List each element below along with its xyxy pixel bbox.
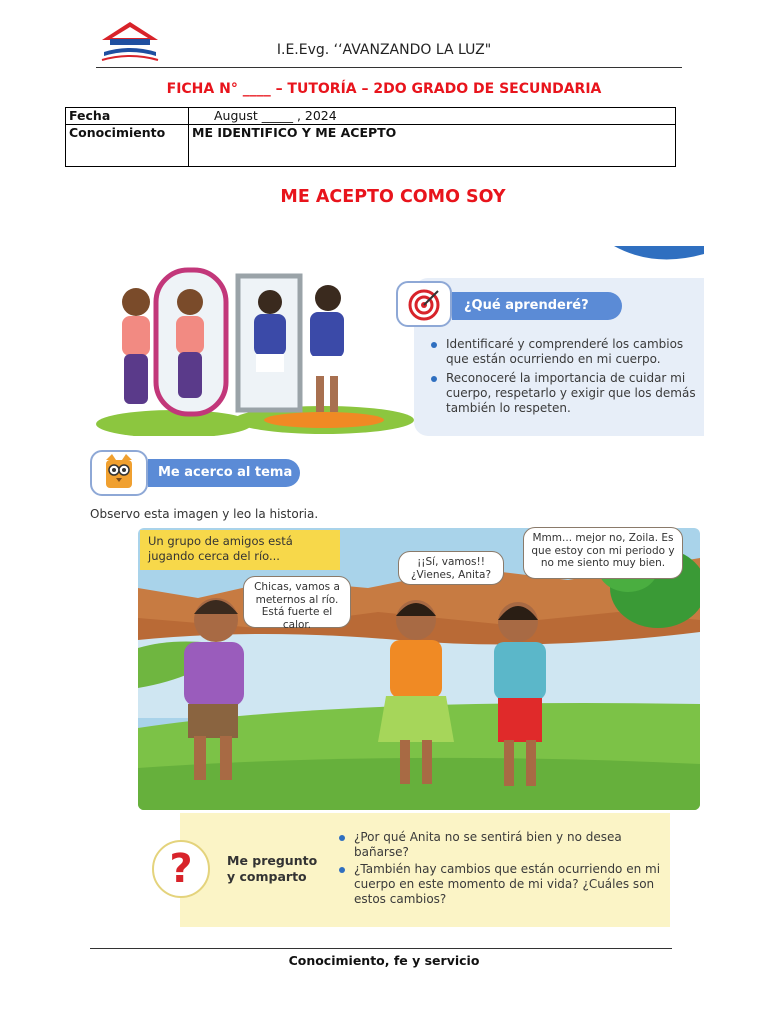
footer-divider [90,948,672,949]
page-title: ME ACEPTO COMO SOY [280,187,506,207]
target-icon [396,281,452,327]
header-divider [96,67,682,68]
intro-heading: Me acerco al tema [148,459,300,487]
ficha-heading: FICHA N° ____ – TUTORÍA – 2DO GRADO DE SECUNDARIA [166,81,602,97]
list-item: ¿También hay cambios que están ocurriendo en mi cuerpo en este momento de mi vida? ¿Cuáles son estos cambios? [336,862,666,907]
knowledge-label: Conocimiento [66,125,189,167]
footer-motto: Conocimiento, fe y servicio [288,953,480,968]
story-caption: Un grupo de amigos está jugando cerca del río... [140,530,340,570]
table-row [66,108,676,125]
speech-bubble-boy: Chicas, vamos a meternos al río. Está fuerte el calor. [243,576,351,628]
info-table [65,107,676,167]
list-item: Reconoceré la importancia de cuidar mi cuerpo, respetarlo y exigir que los demás también lo respeten. [428,371,704,416]
date-label: Fecha [66,108,189,125]
list-item: Identificaré y comprenderé los cambios que están ocurriendo en mi cuerpo. [428,337,704,367]
question-mark-icon: ? [152,840,210,898]
list-item: ¿Por qué Anita no se sentirá bien y no desea bañarse? [336,830,666,860]
instruction-text: Observo esta imagen y leo la historia. [90,507,319,521]
owl-icon [90,450,148,496]
questions-list [336,830,666,909]
questions-heading: Me pregunto y comparto [227,853,318,884]
knowledge-value: ME IDENTIFICO Y ME ACEPTO [189,125,676,167]
school-name: I.E.Evg. ‘‘AVANZANDO LA LUZ" [276,42,492,58]
speech-bubble-anita: Mmm... mejor no, Zoila. Es que estoy con mi periodo y no me siento muy bien. [523,527,683,579]
learning-heading: ¿Qué aprenderé? [452,292,622,320]
table-row [66,125,676,167]
learning-goals-list [428,337,704,420]
date-value: August _____ , 2024 [189,108,676,125]
speech-bubble-zoila: ¡¡Sí, vamos!! ¿Vienes, Anita? [398,551,504,585]
